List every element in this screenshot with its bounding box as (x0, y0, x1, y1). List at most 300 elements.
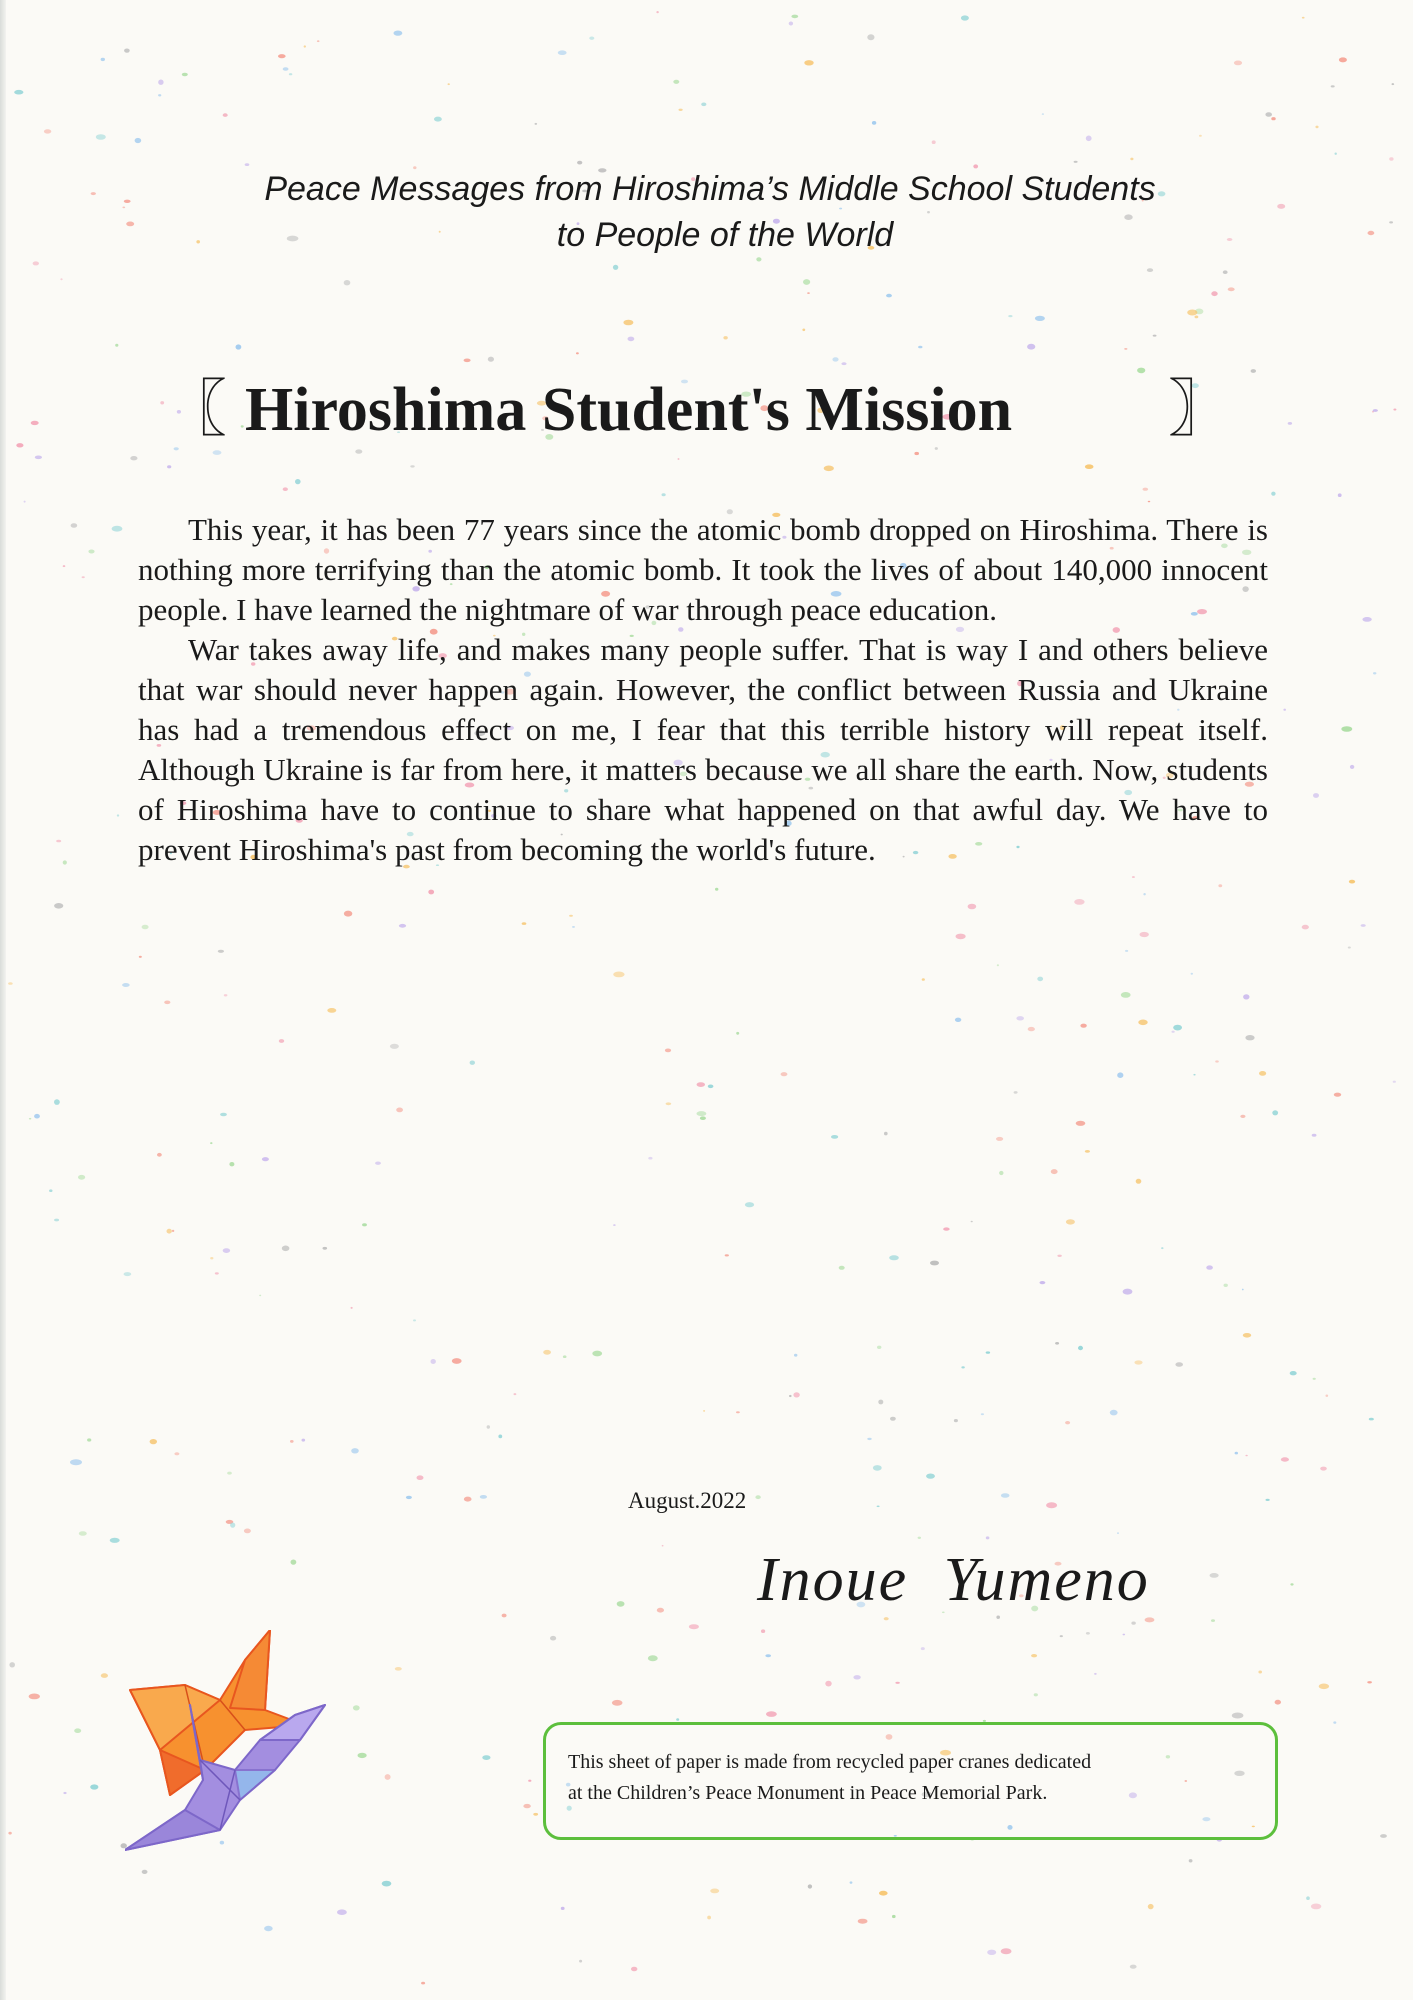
paper-speckle (1272, 1110, 1278, 1115)
paper-speckle (142, 925, 149, 930)
paper-speckle (766, 1711, 777, 1717)
paper-speckle (1172, 1031, 1175, 1033)
paper-speckle (1051, 1169, 1058, 1174)
paper-speckle (765, 1654, 771, 1657)
paper-speckle (150, 1439, 157, 1444)
paper-speckle (745, 1202, 754, 1207)
paper-speckle (1341, 726, 1352, 732)
paper-speckle (399, 924, 406, 928)
paper-speckle (434, 117, 442, 122)
paper-speckle (961, 15, 969, 20)
paper-speckle (230, 1523, 235, 1528)
paper-speckle (1193, 1074, 1195, 1076)
paper-speckle (996, 1616, 1000, 1619)
paper-speckle (8, 982, 13, 985)
paper-speckle (1153, 335, 1157, 337)
paper-speckle (1234, 61, 1242, 66)
paper-speckle (1240, 1115, 1245, 1118)
paper-speckle (884, 1617, 889, 1620)
paper-speckle (803, 279, 810, 285)
paper-speckle (1001, 1948, 1012, 1954)
paper-speckle (1215, 1060, 1219, 1062)
paper-speckle (56, 840, 61, 843)
paper-speckle (101, 1673, 108, 1678)
document-title (165, 370, 1255, 450)
paper-speckle (656, 11, 658, 13)
paper-speckle (930, 1261, 939, 1266)
paper-speckle (1361, 924, 1366, 927)
paper-speckle (579, 1960, 582, 1963)
paper-speckle (569, 915, 573, 917)
paper-speckle (417, 1475, 424, 1480)
paper-speckle (44, 129, 51, 133)
paper-speckle (115, 344, 118, 347)
paper-speckle (1275, 1700, 1281, 1705)
paper-speckle (1123, 1289, 1133, 1295)
paper-speckle (244, 1529, 251, 1534)
paper-speckle (126, 222, 134, 227)
paper-speckle (135, 138, 142, 143)
paper-speckle (327, 1008, 336, 1013)
paper-speckle (892, 1915, 896, 1918)
paper-speckle (895, 1682, 899, 1684)
paper-speckle (1148, 1904, 1154, 1909)
paper-speckle (1224, 1284, 1228, 1287)
paper-speckle (657, 1608, 664, 1613)
paper-speckle (351, 1448, 359, 1453)
paper-speckle (703, 1410, 705, 1412)
paper-speckle (355, 449, 362, 453)
paper-speckle (678, 458, 680, 460)
paper-speckle (528, 1780, 531, 1782)
paper-speckle (1334, 1093, 1341, 1097)
title-open-bracket: 〖 (165, 376, 228, 444)
paper-speckle (793, 1392, 799, 1397)
paper-speckle (697, 1082, 705, 1087)
page-edge-shadow (0, 0, 6, 2000)
paper-speckle (482, 1755, 490, 1760)
paper-speckle (1288, 422, 1292, 425)
paper-speckle (1074, 161, 1078, 163)
paper-speckle (29, 1694, 40, 1700)
paper-speckle (701, 103, 706, 107)
paper-speckle (676, 1718, 679, 1721)
paper-speckle (70, 1459, 82, 1465)
paper-speckle (224, 994, 228, 996)
paper-speckle (295, 479, 301, 484)
paper-speckle (290, 1440, 294, 1443)
paper-speckle (1060, 1635, 1063, 1637)
paper-speckle (262, 1157, 269, 1161)
paper-speckle (1271, 492, 1275, 496)
paper-speckle (1121, 992, 1131, 998)
paper-speckle (410, 465, 414, 467)
paper-speckle (54, 1099, 60, 1105)
paper-speckle (831, 1135, 838, 1139)
paper-speckle (535, 123, 538, 125)
paper-speckle (1393, 409, 1396, 411)
message-body (138, 510, 1268, 870)
paper-speckle (1281, 1457, 1289, 1461)
paper-speckle (1028, 1027, 1035, 1031)
paper-speckle (223, 1248, 230, 1253)
paper-speckle (968, 904, 977, 910)
paper-speckle (1134, 1360, 1142, 1364)
paper-cranes-illustration (125, 1630, 385, 1890)
paper-speckle (1319, 1684, 1329, 1690)
paper-speckle (1312, 1134, 1317, 1137)
paper-speckle (648, 1655, 658, 1661)
paper-speckle (561, 1907, 565, 1910)
paper-speckle (182, 73, 188, 76)
paper-speckle (932, 140, 936, 144)
paper-speckle (1189, 1859, 1193, 1862)
paper-speckle (839, 1266, 845, 1270)
paper-speckle (987, 1950, 996, 1955)
paper-speckle (1320, 1467, 1327, 1471)
paper-speckle (1132, 876, 1135, 878)
paper-speckle (631, 1967, 637, 1972)
paper-speckle (1057, 1255, 1061, 1257)
paper-speckle (832, 357, 838, 361)
paper-speckle (82, 576, 85, 578)
paper-speckle (522, 922, 527, 925)
paper-speckle (715, 888, 718, 891)
paper-speckle (725, 1254, 729, 1256)
paper-speckle (34, 1114, 40, 1119)
paper-speckle (1326, 1395, 1329, 1397)
paper-speckle (884, 1132, 888, 1136)
paper-speckle (872, 121, 876, 125)
paper-speckle (54, 903, 63, 909)
paper-speckle (673, 80, 679, 84)
paper-speckle (986, 1536, 990, 1539)
paper-speckle (1136, 1179, 1142, 1184)
paper-speckle (613, 972, 624, 978)
paper-speckle (999, 1171, 1003, 1175)
paper-speckle (807, 292, 810, 294)
paper-speckle (1313, 1378, 1316, 1380)
paper-speckle (1335, 153, 1337, 155)
paper-speckle (394, 30, 403, 35)
paper-speckle (1302, 17, 1305, 19)
paper-speckle (563, 1355, 567, 1358)
paper-speckle (283, 67, 289, 71)
paper-speckle (229, 1162, 234, 1166)
paper-speckle (926, 1474, 935, 1479)
paper-speckle (914, 452, 919, 455)
paper-speckle (74, 1728, 81, 1733)
paper-speckle (1211, 291, 1217, 296)
paper-speckle (390, 1044, 399, 1049)
paper-speckle (873, 1465, 882, 1471)
paper-speckle (112, 526, 123, 532)
paper-speckle (304, 45, 306, 47)
paper-speckle (464, 1497, 472, 1502)
paper-speckle (1232, 1713, 1244, 1719)
paper-speckle (679, 109, 683, 111)
paper-speckle (1211, 1619, 1215, 1622)
paper-speckle (1066, 1219, 1075, 1224)
paper-speckle (1313, 793, 1319, 798)
paper-speckle (791, 15, 798, 19)
paper-speckle (853, 1675, 860, 1679)
paper-speckle (867, 34, 874, 40)
paper-speckle (761, 1629, 765, 1633)
paper-speckle (487, 1425, 490, 1428)
paper-speckle (130, 456, 137, 460)
paper-speckle (628, 337, 635, 342)
paper-speckle (78, 1175, 85, 1180)
paper-speckle (302, 1439, 306, 1442)
notice-line-1: This sheet of paper is made from recycled paper cranes dedicated (568, 1751, 1092, 1773)
paper-speckle (289, 73, 292, 75)
paper-speckle (1195, 316, 1199, 319)
paper-speckle (79, 1531, 87, 1536)
paper-speckle (789, 1395, 792, 1397)
paper-speckle (1124, 348, 1127, 350)
paper-speckle (1392, 83, 1395, 85)
paper-speckle (1014, 1091, 1018, 1094)
paper-speckle (8, 1832, 11, 1835)
paper-speckle (49, 1189, 52, 1192)
paper-speckle (87, 1438, 91, 1441)
paper-speckle (122, 207, 125, 209)
paper-speckle (1040, 1281, 1046, 1284)
paper-speckle (1389, 221, 1393, 223)
paper-speckle (1117, 1072, 1123, 1078)
paper-speckle (1380, 1834, 1387, 1838)
paper-speckle (210, 1257, 213, 1259)
paper-speckle (1175, 1362, 1183, 1367)
paper-speckle (1094, 1673, 1097, 1675)
paper-speckle (1368, 231, 1375, 235)
paper-speckle (1001, 1493, 1010, 1498)
paper-speckle (1369, 1418, 1374, 1421)
paper-speckle (63, 1792, 66, 1794)
paper-speckle (1080, 1024, 1086, 1028)
paper-speckle (317, 40, 320, 42)
paper-speckle (1266, 1499, 1270, 1501)
paper-speckle (1027, 344, 1035, 350)
paper-speckle (448, 83, 450, 85)
paper-speckle (164, 1001, 170, 1005)
paper-speckle (1143, 893, 1145, 895)
paper-speckle (662, 493, 666, 496)
paper-speckle (24, 501, 26, 503)
paper-speckle (122, 983, 130, 987)
paper-speckle (1086, 136, 1092, 142)
paper-speckle (421, 1982, 425, 1985)
paper-speckle (1348, 947, 1351, 949)
paper-speckle (879, 1891, 888, 1896)
paper-speckle (16, 443, 23, 447)
paper-speckle (63, 860, 67, 864)
paper-speckle (1349, 880, 1355, 884)
paper-speckle (1130, 1965, 1137, 1969)
paper-speckle (878, 1400, 883, 1405)
paper-speckle (1117, 1532, 1119, 1534)
paper-speckle (35, 456, 42, 460)
paper-speckle (592, 1351, 602, 1357)
paper-speckle (1243, 994, 1249, 999)
date: August.2022 (628, 1488, 747, 1513)
paper-speckle (1265, 112, 1272, 117)
paper-speckle (824, 466, 834, 472)
paper-speckle (1242, 1289, 1244, 1291)
paper-speckle (589, 37, 594, 40)
paper-speckle (124, 200, 131, 203)
paper-speckle (172, 1230, 174, 1232)
paper-speckle (291, 1560, 297, 1565)
paper-speckle (1148, 501, 1151, 503)
paper-speckle (117, 814, 119, 816)
header-line-1: Peace Messages from Hiroshima’s Middle School Students (264, 170, 1156, 208)
paper-speckle (886, 294, 892, 298)
paper-speckle (157, 1153, 162, 1157)
paper-speckle (802, 329, 805, 332)
paper-speckle (576, 352, 579, 354)
paper-speckle (986, 1351, 990, 1353)
paper-speckle (96, 134, 106, 140)
paper-speckle (665, 1049, 671, 1053)
paper-speckle (1210, 1573, 1219, 1578)
paper-speckle (1339, 57, 1347, 62)
paper-speckle (1393, 1081, 1396, 1083)
paper-speckle (1331, 85, 1335, 87)
paper-speckle (1389, 157, 1393, 160)
paper-speckle (488, 357, 494, 362)
paper-speckle (1008, 315, 1012, 317)
paper-speckle (431, 1359, 436, 1364)
paper-speckle (572, 926, 575, 928)
paper-speckle (1373, 409, 1378, 412)
paper-speckle (918, 1537, 921, 1539)
paper-speckle (617, 1601, 625, 1607)
notice-line-2: at the Children’s Peace Monument in Peace Memorial Park. (568, 1782, 1048, 1804)
paper-speckle (160, 401, 164, 404)
paper-speckle (781, 1072, 788, 1076)
paper-speckle (841, 362, 846, 365)
paper-speckle (825, 1681, 831, 1687)
paper-speckle (1034, 1693, 1038, 1696)
paragraph-1: This year, it has been 77 years since the atomic bomb dropped on Hiroshima. There is nothing more terrifying than the atomic bomb. It took the lives of about 140,000 innocent people. I have learned the nightmare of war through peace education. (138, 512, 1268, 627)
paper-speckle (1271, 117, 1275, 120)
paper-speckle (1131, 1622, 1135, 1625)
paper-speckle (1223, 270, 1228, 274)
paper-speckle (1228, 287, 1235, 291)
paper-speckle (1037, 977, 1043, 982)
paper-speckle (54, 1219, 59, 1222)
paper-speckle (1143, 488, 1149, 491)
paper-speckle (464, 359, 471, 363)
paper-speckle (514, 1393, 517, 1395)
paper-speckle (1259, 1071, 1266, 1076)
paper-speckle (943, 1227, 949, 1230)
title-text: Hiroshima Student's Mission (245, 376, 1013, 444)
paper-speckle (956, 934, 966, 940)
paper-speckle (1035, 316, 1045, 321)
paper-speckle (1161, 1247, 1163, 1249)
paper-speckle (1110, 1410, 1118, 1416)
paper-speckle (1140, 932, 1149, 937)
paper-speckle (662, 1545, 664, 1547)
paper-speckle (406, 1496, 412, 1499)
paper-speckle (139, 956, 142, 958)
paper-speckle (1306, 1896, 1310, 1900)
paragraph-2: War takes away life, and makes many people suffer. That is way I and others believe that war should never happen again. However, the conflict between Russia and Ukraine has had a tremendous effect on me, I fear that this terrible history will repeat itself. Although Ukraine is far from here, it matters because we all share the earth. Now, students of Hiroshima have to continue to share what happened on that awful day. We have to prevent Hiroshima's past from becoming the world's future. (138, 632, 1268, 867)
paper-speckle (1302, 925, 1309, 930)
paper-speckle (1147, 268, 1153, 272)
paper-speckle (877, 1346, 881, 1349)
paper-speckle (804, 60, 813, 65)
paper-speckle (1065, 1421, 1070, 1424)
paper-speckle (613, 1224, 616, 1226)
paper-speckle (918, 346, 922, 349)
paper-speckle (1315, 126, 1318, 129)
paper-speckle (971, 1221, 973, 1223)
paper-speckle (954, 1419, 958, 1422)
paper-speckle (523, 1804, 530, 1808)
paper-speckle (1173, 1025, 1182, 1031)
paper-speckle (689, 1624, 699, 1629)
paper-speckle (1243, 1333, 1251, 1338)
paper-speckle (158, 80, 163, 85)
paper-speckle (220, 1113, 227, 1116)
paper-speckle (543, 1350, 551, 1355)
paper-speckle (723, 336, 727, 339)
paper-speckle (1199, 135, 1202, 137)
paper-speckle (124, 49, 130, 53)
paper-speckle (502, 1614, 507, 1618)
paper-speckle (215, 1272, 219, 1274)
paper-speckle (264, 1926, 273, 1931)
paper-speckle (789, 22, 793, 26)
paper-speckle (1277, 204, 1285, 209)
paper-speckle (91, 192, 96, 195)
paper-speckle (1350, 765, 1354, 769)
paper-speckle (612, 1700, 623, 1706)
paper-speckle (167, 1229, 172, 1234)
paper-speckle (101, 58, 105, 61)
author-signature: Inoue Yumeno (757, 1546, 1150, 1614)
paper-speckle (1125, 950, 1128, 952)
paper-speckle (981, 1413, 984, 1415)
paper-speckle (736, 1032, 739, 1035)
paper-speckle (470, 1061, 475, 1065)
paper-speckle (1138, 1020, 1147, 1026)
paper-speckle (613, 265, 618, 270)
paper-speckle (90, 1784, 98, 1789)
paper-speckle (344, 280, 351, 285)
paper-speckle (1218, 884, 1222, 887)
paper-speckle (889, 1255, 899, 1260)
paper-speckle (1086, 1632, 1090, 1635)
paper-speckle (922, 978, 925, 981)
paper-speckle (1078, 1346, 1083, 1350)
paper-speckle (413, 1319, 416, 1321)
paper-speckle (210, 1142, 212, 1144)
paper-speckle (1245, 1035, 1254, 1040)
paper-speckle (707, 1916, 711, 1920)
paper-speckle (60, 278, 62, 280)
paper-speckle (1046, 1502, 1057, 1508)
paper-speckle (344, 911, 352, 917)
paper-speckle (1367, 1681, 1372, 1683)
paper-speckle (997, 964, 999, 966)
paper-speckle (1076, 1121, 1086, 1126)
paper-speckle (236, 344, 242, 349)
